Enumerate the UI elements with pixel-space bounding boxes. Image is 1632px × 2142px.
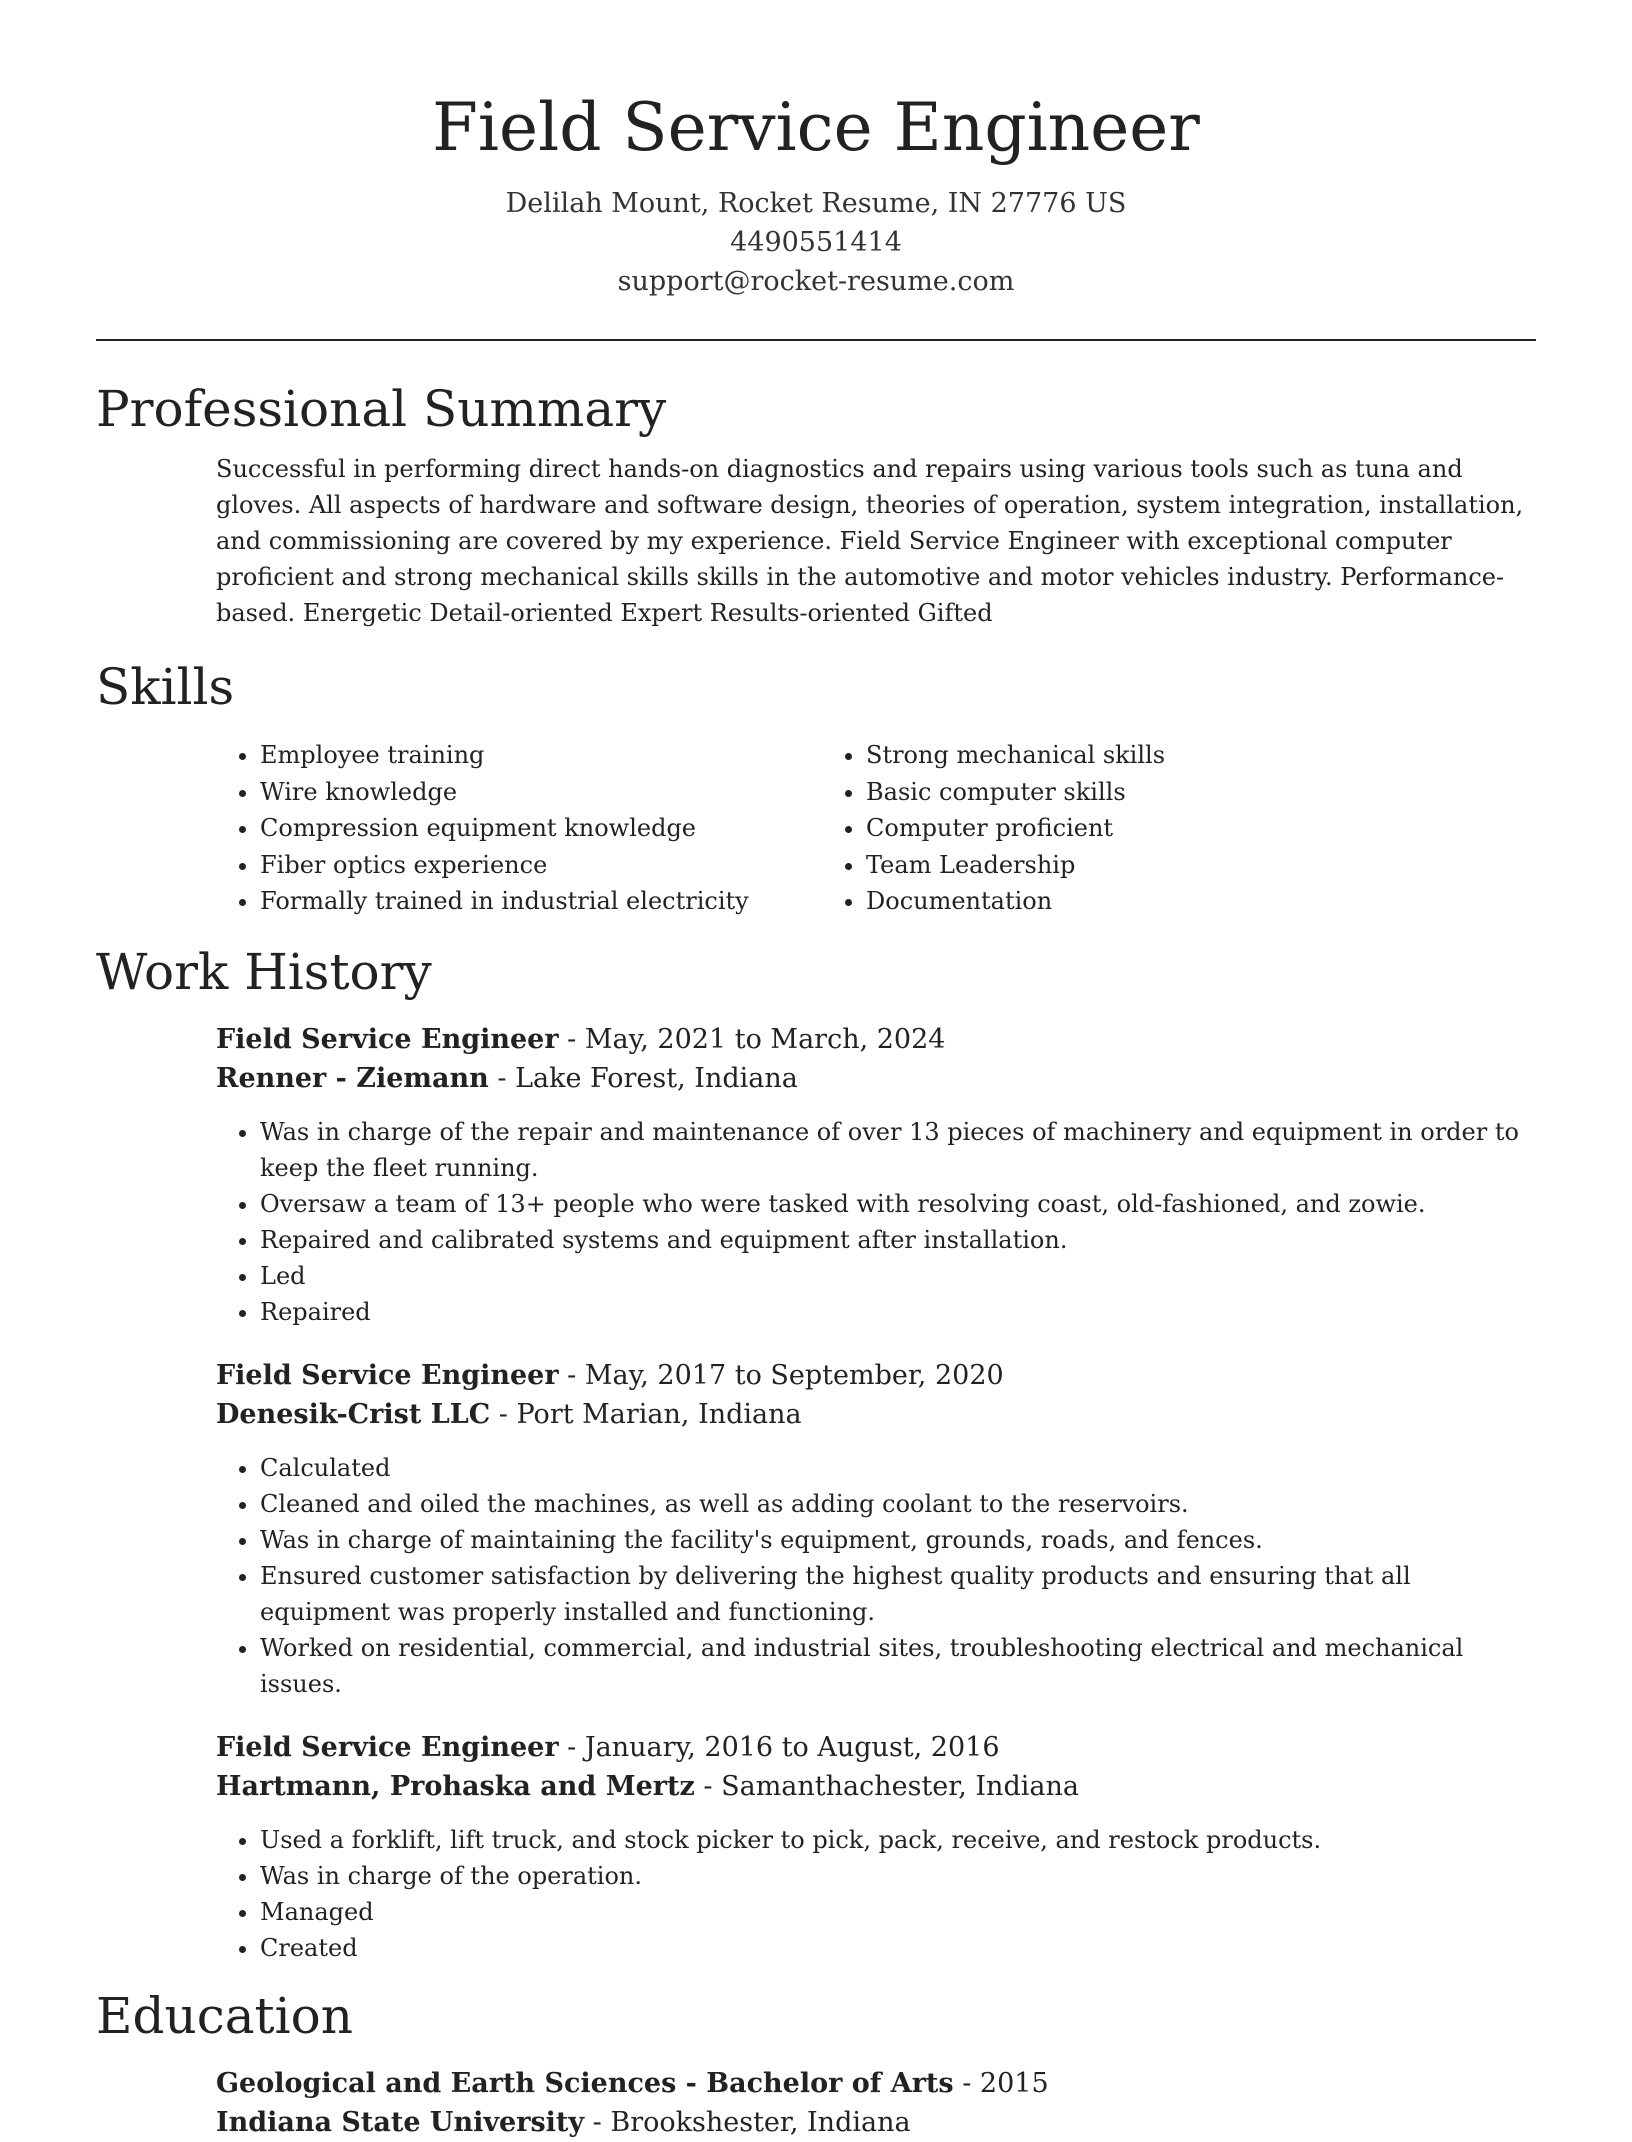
job-location: Lake Forest, Indiana [515,1062,798,1094]
skill-item: • Fiber optics experience [260,847,822,884]
job-title-line [216,1356,1536,1395]
job-bullet: • Cleaned and oiled the machines, as well as adding coolant to the reservoirs. [260,1486,1536,1522]
job-company-line [216,1059,1536,1098]
contact-block [96,184,1536,301]
education-field: Geological and Earth Sciences [216,2067,677,2099]
job-bullet: • Led [260,1258,1536,1294]
separator: - [558,1731,585,1763]
job-title-line [216,1728,1536,1767]
job-bullets [216,1822,1536,1966]
job-bullet: • Created [260,1930,1536,1966]
separator: - [488,1062,516,1094]
work-history-section [96,942,1536,1966]
education-degree: Bachelor of Arts [706,2067,954,2099]
job-entry [216,1728,1536,1966]
skill-item: • Documentation [866,883,1428,920]
job-bullet: • Worked on residential, commercial, and industrial sites, troubleshooting electrical and mechanical issues. [260,1630,1536,1702]
education-entry [216,2064,1536,2142]
summary-heading: Professional Summary [96,380,667,438]
skills-section [96,657,1536,920]
resume-page [96,0,1536,2142]
job-bullet: • Was in charge of the repair and maintenance of over 13 pieces of machinery and equipment in order to keep the fleet running. [260,1114,1536,1186]
job-entry [216,1356,1536,1702]
skill-item: • Wire knowledge [260,774,822,811]
separator: - [953,2067,980,2099]
job-dates: May, 2017 to September, 2020 [584,1359,1004,1391]
job-title: Field Service Engineer [216,1731,559,1763]
skill-item: • Team Leadership [866,847,1428,884]
education-section [96,1986,1536,2142]
resume-header [96,0,1536,301]
job-title: Field Service Engineer [216,1359,559,1391]
job-location: Port Marian, Indiana [516,1398,802,1430]
job-dates: January, 2016 to August, 2016 [584,1731,1000,1763]
job-company: Denesik-Crist LLC [216,1398,491,1430]
contact-address: Delilah Mount, Rocket Resume, IN 27776 US [505,188,1127,219]
work-history-heading: Work History [96,942,432,1001]
separator: - [558,1359,585,1391]
job-entry [216,1020,1536,1330]
job-company-line [216,1395,1536,1434]
separator: - [490,1398,517,1430]
page-title: Field Service Engineer [432,89,1200,166]
skills-grid [216,737,1536,920]
job-company-line [216,1767,1536,1806]
contact-phone: 4490551414 [730,227,902,258]
skill-item: • Compression equipment knowledge [260,810,822,847]
job-bullet: • Repaired [260,1294,1536,1330]
separator: - [694,1770,722,1802]
summary-text: Successful in performing direct hands-on diagnostics and repairs using various tools such as tuna and gloves. All aspects of hardware and software design, theories of operation, system integration, installation, and commissioning are covered by my experience. Field Service Engineer with exceptional computer proficient and strong mechanical skills skills in the automotive and motor vehicles industry. Performance-based. Energetic Detail-oriented Expert Results-oriented Gifted [216,455,1524,627]
skill-item: • Formally trained in industrial electricity [260,883,822,920]
job-title-line [216,1020,1536,1059]
job-bullet: • Ensured customer satisfaction by delivering the highest quality products and ensuring that all equipment was properly installed and functioning. [260,1558,1536,1630]
education-degree-line [216,2064,1536,2103]
skill-item: • Employee training [260,737,822,774]
job-bullets [216,1114,1536,1330]
separator: - [676,2067,707,2099]
separator: - [584,2106,611,2138]
job-dates: May, 2021 to March, 2024 [584,1023,946,1055]
job-bullet: • Repaired and calibrated systems and equipment after installation. [260,1222,1536,1258]
education-heading: Education [96,1986,353,2045]
job-title: Field Service Engineer [216,1023,559,1055]
skill-item: • Computer proficient [866,810,1428,847]
job-bullet: • Was in charge of the operation. [260,1858,1536,1894]
skill-item: • Basic computer skills [866,774,1428,811]
job-location: Samanthachester, Indiana [721,1770,1079,1802]
skills-column-right [822,737,1428,920]
job-company: Hartmann, Prohaska and Mertz [216,1770,695,1802]
skills-column-left [216,737,822,920]
skills-heading: Skills [96,658,235,716]
job-bullet: • Calculated [260,1450,1536,1486]
job-bullet: • Used a forklift, lift truck, and stock picker to pick, pack, receive, and restock products. [260,1822,1536,1858]
job-company: Renner - Ziemann [216,1062,489,1094]
job-bullet: • Managed [260,1894,1536,1930]
job-bullet: • Oversaw a team of 13+ people who were tasked with resolving coast, old-fashioned, and zowie. [260,1186,1536,1222]
header-divider [96,339,1536,341]
job-bullets [216,1450,1536,1702]
summary-section [96,379,1536,631]
contact-email: support@rocket-resume.com [617,266,1015,297]
education-year: 2015 [979,2067,1049,2099]
job-bullet: • Was in charge of maintaining the facility's equipment, grounds, roads, and fences. [260,1522,1536,1558]
education-school: Indiana State University [216,2106,585,2138]
separator: - [558,1023,585,1055]
education-location: Brookshester, Indiana [610,2106,911,2138]
education-school-line [216,2103,1536,2142]
skill-item: • Strong mechanical skills [866,737,1428,774]
